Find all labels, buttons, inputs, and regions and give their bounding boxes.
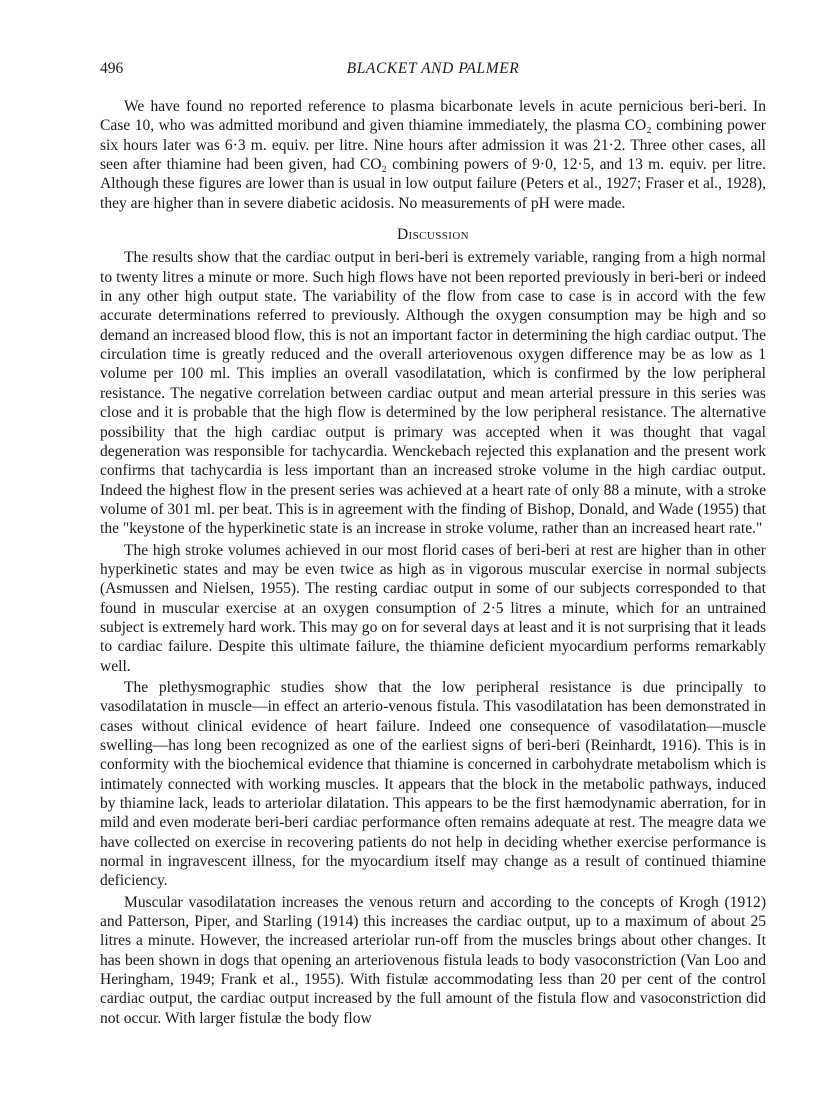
paragraph-muscular-vasodilatation: Muscular vasodilatation increases the venous return and according to the concepts of Krogh (1912) and Patterson, Piper, and Starling (1914) this increases the cardiac output, up to a maximum of about 25 litres a minute. However, the increased arteriolar run-off from the muscles brings about other changes. It has been shown in dogs that opening an arteriovenous fistula leads to body vasoconstriction (Van Loo and Heringham, 1949; Frank et al., 1955). With fistulæ accommodating less than 20 per cent of the control cardiac output, the cardiac output increased by the full amount of the fistula flow and vasoconstriction did not occur. With larger fistulæ the body flow — [100, 893, 766, 1027]
paragraph-cardiac-output: The results show that the cardiac output in beri-beri is extremely variable, ranging from a high normal to twenty litres a minute or more. Such high flows have not been reported previously in beri-beri or indeed in any other high output state. The variability of the flow from case to case is in accord with the few accurate determinations referred to previously. Although the oxygen consumption may be high and so demand an increased blood flow, this is not an important factor in determining the high cardiac output. The circulation time is greatly reduced and the overall arteriovenous oxygen difference may be as low as 1 volume per 100 ml. This implies an overall vasodilatation, which is confirmed by the low peripheral resistance. The negative correlation between cardiac output and mean arterial pressure in this series was close and it is probable that the high flow is determined by the low peripheral resistance. The alternative possibility that the high cardiac output is primary was accepted when it was thought that vagal degeneration was responsible for tachycardia. Wenckebach rejected this explanation and the present work confirms that tachycardia is less important than an increased stroke volume in the high cardiac output. Indeed the highest flow in the present series was achieved at a heart rate of only 88 a minute, with a stroke volume of 301 ml. per beat. This is in agreement with the finding of Bishop, Donald, and Wade (1955) that the "keystone of the hyperkinetic state is an increase in stroke volume, rather than an increased heart rate." — [100, 249, 766, 538]
page-number: 496 — [100, 60, 124, 77]
discussion-heading: Discussion — [396, 226, 470, 244]
article-body — [100, 97, 766, 1028]
paragraph-stroke-volume: The high stroke volumes achieved in our most florid cases of beri-beri at rest are higher than in other hyperkinetic states and may be even twice as high as in vigorous muscular exercise in normal subjects (Asmussen and Nielsen, 1955). The resting cardiac output in some of our subjects corresponded to that found in muscular exercise at an oxygen consumption of 2·5 litres a minute, which for an untrained subject is extremely hard work. This may go on for several days at least and it is not surprising that it leads to cardiac failure. Despite this ultimate failure, the thiamine deficient myocardium performs remarkably well. — [100, 541, 766, 675]
running-title: BLACKET AND PALMER — [346, 60, 520, 77]
paragraph-plethysmographic: The plethysmographic studies show that the low peripheral resistance is due principally to vasodilatation in muscle—in effect an arterio-venous fistula. This vasodilatation has been demonstrated in cases without clinical evidence of heart failure. Indeed one consequence of vasodilatation—muscle swelling—has long been recognized as one of the earliest signs of beri-beri (Reinhardt, 1916). This is in conformity with the biochemical evidence that thiamine is concerned in carbohydrate metabolism which is intimately connected with working muscles. It appears that the block in the metabolic pathways, induced by thiamine lack, leads to arteriolar dilatation. This appears to be the first hæmodynamic aberration, for in mild and even moderate beri-beri cardiac performance often remains adequate at rest. The meagre data we have collected on exercise in recovering patients do not help in deciding whether exercise performance is normal in ingravescent illness, for the myocardium itself may change as a result of continued thiamine deficiency. — [100, 678, 766, 890]
journal-page — [100, 60, 766, 1030]
running-head — [100, 60, 766, 84]
paragraph-bicarbonate: We have found no reported reference to plasma bicarbonate levels in acute pernicious beri-beri. In Case 10, who was admitted moribund and given thiamine immediately, the plasma CO₂ combining power six hours later was 6·3 m. equiv. per litre. Nine hours after admission it was 21·2. Three other cases, all seen after thiamine had been given, had CO₂ combining powers of 9·0, 12·5, and 13 m. equiv. per litre. Although these figures are lower than is usual in low output failure (Peters et al., 1927; Fraser et al., 1928), they are higher than in severe diabetic acidosis. No measurements of pH were made. — [100, 98, 766, 212]
